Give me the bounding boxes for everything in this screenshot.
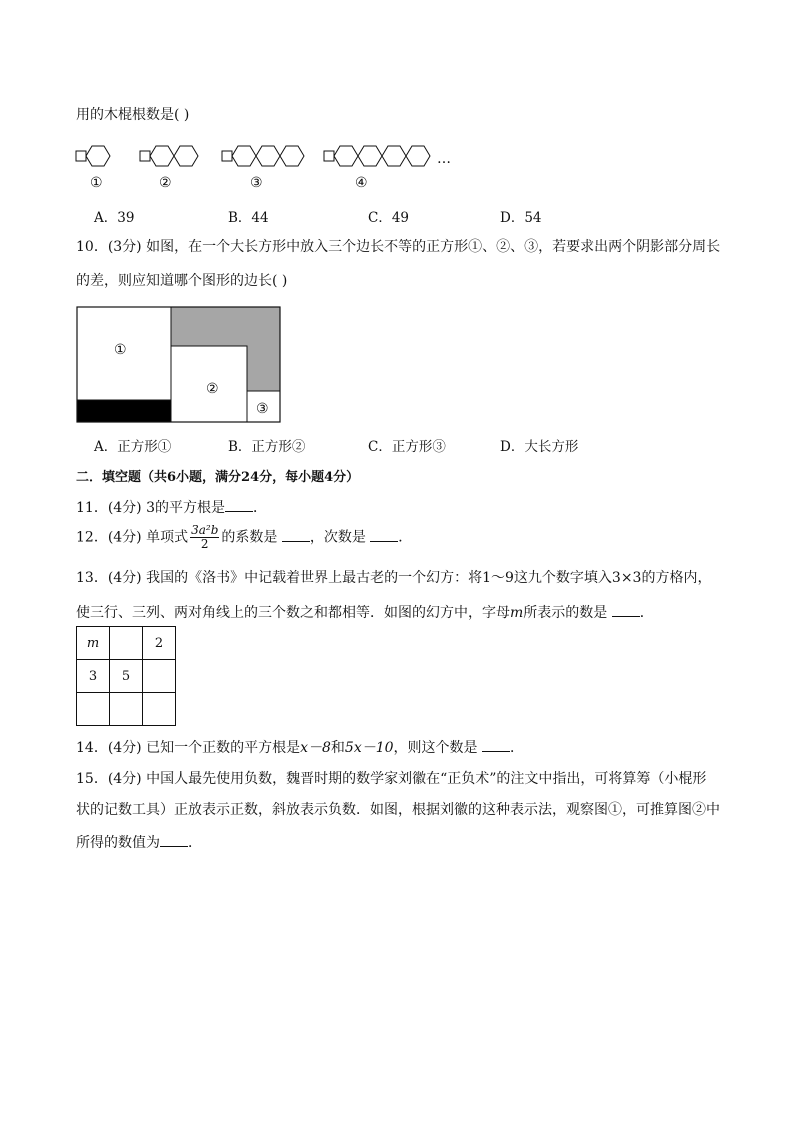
q10-option-a[interactable]: A．正方形① <box>94 439 172 455</box>
q14-end: ． <box>510 740 524 756</box>
grid-cell <box>110 627 143 660</box>
q9-option-b[interactable]: B．44 <box>228 210 269 226</box>
q14-stem: 14．(4分) 已知一个正数的平方根是 <box>76 740 301 756</box>
table-row <box>77 660 176 693</box>
q14-and: 和 <box>330 740 345 756</box>
q12-degree-label: ，次数是 <box>309 529 366 546</box>
table-row <box>77 693 176 726</box>
q13-variable-m: m <box>510 605 524 621</box>
q13-line2-before: 使三行、三列、两对角线上的三个数之和都相等．如图的幻方中，字母 <box>76 605 510 621</box>
q11 <box>76 497 267 517</box>
q12-stem: 12．(4分) 单项式 <box>76 529 189 546</box>
q13-line2-after: 所表示的数是 <box>523 605 608 621</box>
grid-cell <box>143 693 176 726</box>
q15-answer-blank[interactable] <box>160 832 188 847</box>
q14 <box>76 737 524 757</box>
q10-option-c[interactable]: C．正方形③ <box>368 439 446 455</box>
q12 <box>76 524 412 551</box>
q14-expression-2: 5x－10 <box>344 740 394 756</box>
q13-magic-square-grid <box>76 626 176 726</box>
q10-black-shaded-region <box>77 400 171 422</box>
q10-square-label-3: ③ <box>256 401 269 417</box>
grid-cell: 2 <box>143 627 176 660</box>
q10-option-b[interactable]: B．正方形② <box>228 439 306 455</box>
q12-coefficient-label: 的系数是 <box>221 529 278 546</box>
q12-degree-blank[interactable] <box>370 527 398 542</box>
q15-stem-line2: 状的记数工具）正放表示正数，斜放表示负数．如图，根据刘徽的这种表示法，观察图①，可推算图②中 <box>76 802 720 818</box>
q15-stem-line3 <box>76 832 202 852</box>
grid-cell: m <box>77 627 110 660</box>
grid-cell <box>77 693 110 726</box>
q9-option-c[interactable]: C．49 <box>368 210 410 226</box>
q9-option-d[interactable]: D．54 <box>500 210 542 226</box>
q9-stem-tail: 用的木棍根数是( ) <box>76 107 190 123</box>
q14-middle: ，则这个数是 <box>393 740 478 756</box>
q11-end: ． <box>253 500 268 516</box>
q9-figure-label-1: ① <box>90 175 103 191</box>
q9-figure-label-2: ② <box>159 175 172 191</box>
q9-figure-4 <box>324 146 430 166</box>
q9-figure-label-4: ④ <box>355 175 368 191</box>
q10-rectangle-figure <box>76 306 282 424</box>
q12-coefficient-blank[interactable] <box>282 527 310 542</box>
q12-denominator: 2 <box>200 537 209 551</box>
q14-expression-1: x－8 <box>300 740 331 756</box>
grid-cell <box>143 660 176 693</box>
q10-stem-line1: 10．(3分) 如图，在一个大长方形中放入三个边长不等的正方形①、②、③，若要求出两个阴影部分周长 <box>76 239 721 255</box>
q12-numerator: 3a²b <box>191 523 219 537</box>
q9-ellipsis: … <box>437 151 451 167</box>
q13-stem-line2 <box>76 602 654 622</box>
q10-square-label-2: ② <box>206 381 219 397</box>
q10-square-label-1: ① <box>114 342 127 358</box>
q15-stem-line1: 15．(4分) 中国人最先使用负数，魏晋时期的数学家刘徽在“正负术”的注文中指出，可将算筹（小棍形 <box>76 771 707 787</box>
q13-stem-line1: 13．(4分) 我国的《洛书》中记载着世界上最古老的一个幻方：将1～9这九个数字填入3×3的方格内， <box>76 570 712 586</box>
grid-cell: 3 <box>77 660 110 693</box>
q12-end: ． <box>398 529 413 546</box>
grid-cell <box>110 693 143 726</box>
q9-figure-3 <box>222 146 304 166</box>
q9-figure-1 <box>76 146 110 166</box>
grid-cell: 5 <box>110 660 143 693</box>
q10-option-d[interactable]: D．大长方形 <box>500 439 579 455</box>
q9-figure-label-3: ③ <box>250 175 263 191</box>
q9-figure-2 <box>140 146 198 166</box>
q9-hexagon-figures <box>70 140 470 190</box>
q9-option-a[interactable]: A．39 <box>94 210 135 226</box>
q14-answer-blank[interactable] <box>482 737 510 752</box>
q10-stem-line2: 的差，则应知道哪个图形的边长( ) <box>76 273 288 289</box>
q15-line3-end: ． <box>188 835 202 851</box>
q15-line3-before: 所得的数值为 <box>76 835 160 851</box>
q12-monomial-fraction <box>190 524 219 551</box>
q13-answer-blank[interactable] <box>612 602 640 617</box>
q11-stem: 11．(4分) 3的平方根是 <box>76 500 226 516</box>
section-2-title: 二．填空题（共6小题，满分24分，每小题4分） <box>76 470 360 485</box>
q11-answer-blank[interactable] <box>225 497 253 512</box>
table-row <box>77 627 176 660</box>
q13-line2-end: ． <box>639 605 654 621</box>
